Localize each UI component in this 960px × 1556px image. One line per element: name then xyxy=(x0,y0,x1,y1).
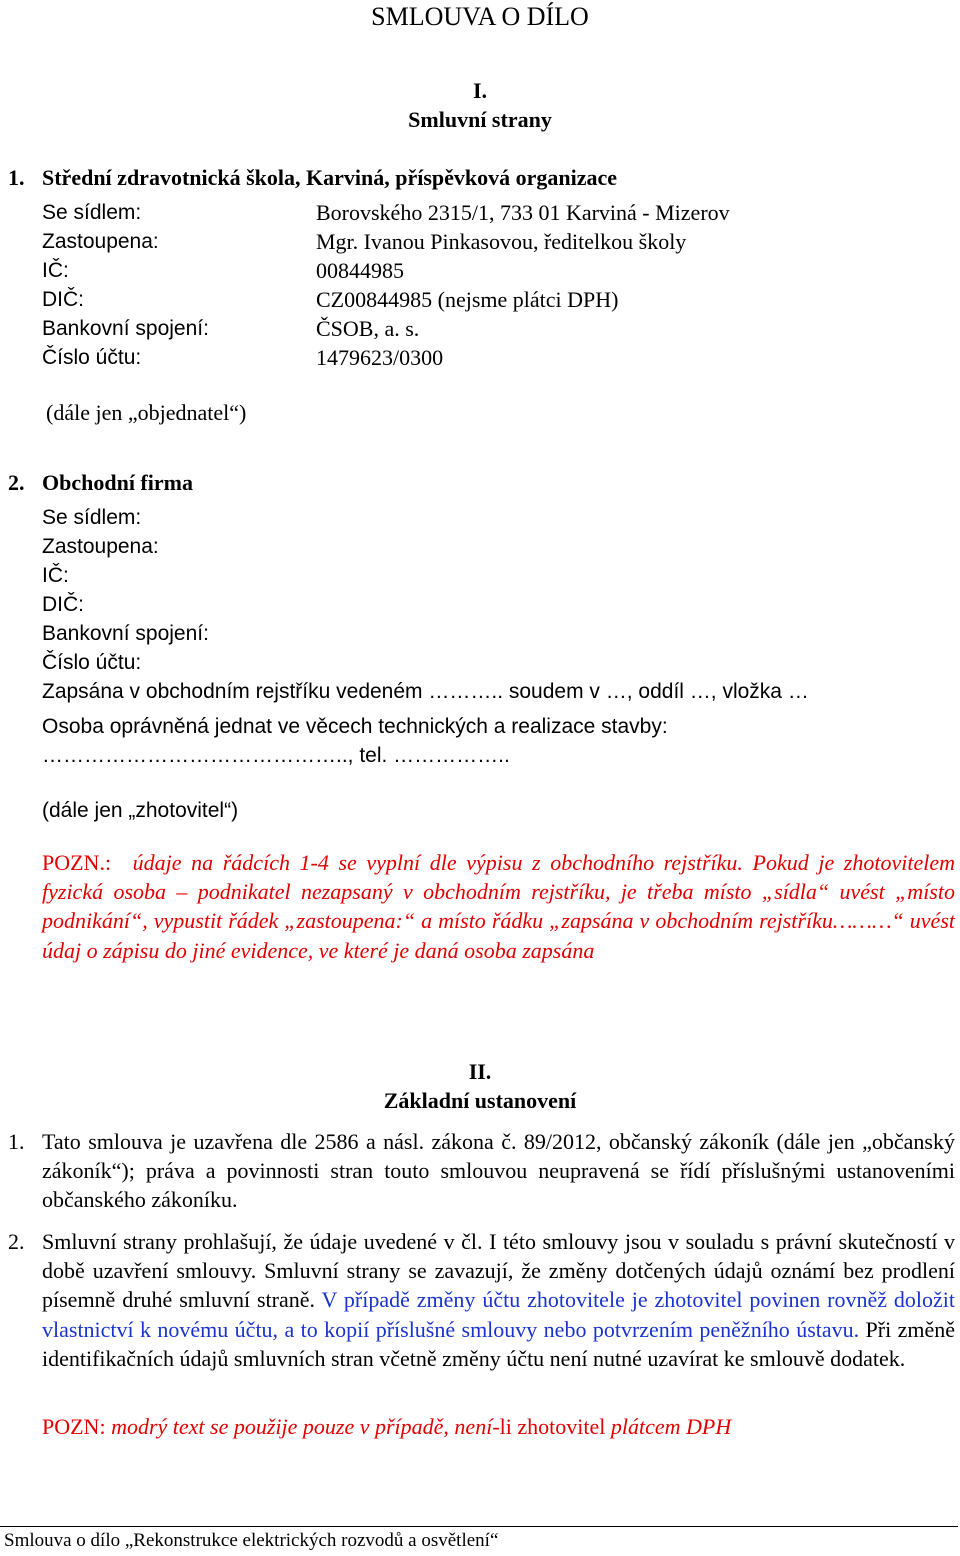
note-2 xyxy=(42,1414,731,1440)
party-2-ico-label: IČ: xyxy=(42,564,69,587)
party-2-bank-label: Bankovní spojení: xyxy=(42,622,209,645)
note-1-text: údaje na řádcích 1-4 se vyplní dle výpisu z obchodního rejstříku. xyxy=(132,850,743,875)
note-1 xyxy=(42,848,955,965)
party-1-dic-label: DIČ: xyxy=(42,288,84,311)
clause-1-text: Tato smlouva je uzavřena dle 2586 a násl. zákona č. 89/2012, občanský zákoník (dále jen „občanský zákoník“); práva a povinnosti stran touto smlouvou neupravená se řídí příslušnými ustanoveními občanského zákoníku. xyxy=(42,1129,955,1213)
party-1-represented-value: Mgr. Ivanou Pinkasovou, ředitelkou školy xyxy=(316,229,687,254)
clause-2-number: 2. xyxy=(8,1229,25,1254)
section-2-heading: Základní ustanovení xyxy=(383,1088,577,1113)
party-1-account-value: 1479623/0300 xyxy=(316,345,444,370)
party-1-account-label: Číslo účtu: xyxy=(42,346,142,369)
party-2-number: 2. xyxy=(8,470,25,495)
party-1-seat-label: Se sídlem: xyxy=(42,201,142,224)
party-1-seat-value: Borovského 2315/1, 733 01 Karviná - Mizerov xyxy=(316,200,730,225)
clause-2-text-a: Smluvní strany prohlašují, že údaje uvedené v čl. I této smlouvy jsou v souladu s právní skutečností v době uzavření smlouvy. Smluvní strany se zavazují, že změny dotčených údajů oznámí bez prodlení písemně druhé smluvní straně. xyxy=(42,1229,955,1313)
party-2-authorized-person: Osoba oprávněná jednat ve věcech technických a realizace stavby: xyxy=(42,715,668,738)
document-title: SMLOUVA O DÍLO xyxy=(371,2,589,31)
party-2-contact: …………………………………….., tel. …………….. xyxy=(42,744,510,767)
clause-1-number: 1. xyxy=(8,1129,25,1154)
note-2-part1: modrý text se použije pouze v případě, není xyxy=(111,1414,493,1439)
clause-2-text xyxy=(42,1227,955,1373)
party-2-name: Obchodní firma xyxy=(42,470,193,495)
clause-2-text-blue: V případě změny účtu zhotovitele je zhotovitel povinen rovněž doložit vlastnictví k novému účtu, a to kopií příslušné smlouvy nebo potvrzením peněžního ústavu. xyxy=(42,1287,955,1342)
party-2-alias: (dále jen „zhotovitel“) xyxy=(42,799,239,822)
note-2-part3: plátcem DPH xyxy=(610,1414,732,1439)
party-2-dic-label: DIČ: xyxy=(42,593,84,616)
party-1-alias: (dále jen „objednatel“) xyxy=(46,400,247,425)
party-2-register: Zapsána v obchodním rejstříku vedeném ……….. soudem v …, oddíl …, vložka … xyxy=(42,680,809,703)
party-1-ico-value: 00844985 xyxy=(316,258,404,283)
party-1-dic-value: CZ00844985 (nejsme plátci DPH) xyxy=(316,287,619,312)
party-1-bank-label: Bankovní spojení: xyxy=(42,317,209,340)
party-2-represented-label: Zastoupena: xyxy=(42,535,159,558)
note-2-part2: -li zhotovitel xyxy=(492,1414,606,1439)
party-2-seat-label: Se sídlem: xyxy=(42,506,142,529)
party-1-bank-value: ČSOB, a. s. xyxy=(316,316,420,341)
page-footer: Smlouva o dílo „Rekonstrukce elektrických rozvodů a osvětlení“ xyxy=(4,1530,499,1551)
note-2-prefix: POZN: xyxy=(42,1414,106,1439)
party-2-account-label: Číslo účtu: xyxy=(42,651,142,674)
party-1-number: 1. xyxy=(8,165,25,190)
clause-2-text-b: Při změně identifikačních údajů smluvních stran včetně změny účtu není nutné uzavírat ke smlouvě dodatek. xyxy=(42,1316,955,1371)
section-2-numeral: II. xyxy=(468,1059,492,1084)
party-1-represented-label: Zastoupena: xyxy=(42,230,159,253)
party-1-ico-label: IČ: xyxy=(42,259,69,282)
note-1-rest: Pokud je zhotovitelem fyzická osoba – podnikatel nezapsaný v obchodním rejstříku, je třeba místo „sídla“ uvést „místo podnikání“, vypustit řádek „zastoupena:“ a místo řádku „zapsána v obchodním rejstříku………“ uvést údaj o zápisu do jiné evidence, ve které je daná osoba zapsána xyxy=(42,850,956,963)
section-1-numeral: I. xyxy=(472,78,488,103)
note-1-prefix: POZN.: xyxy=(42,850,112,875)
section-1-heading: Smluvní strany xyxy=(408,107,552,132)
party-1-name: Střední zdravotnická škola, Karviná, příspěvková organizace xyxy=(42,165,618,190)
footer-divider xyxy=(0,1526,958,1527)
